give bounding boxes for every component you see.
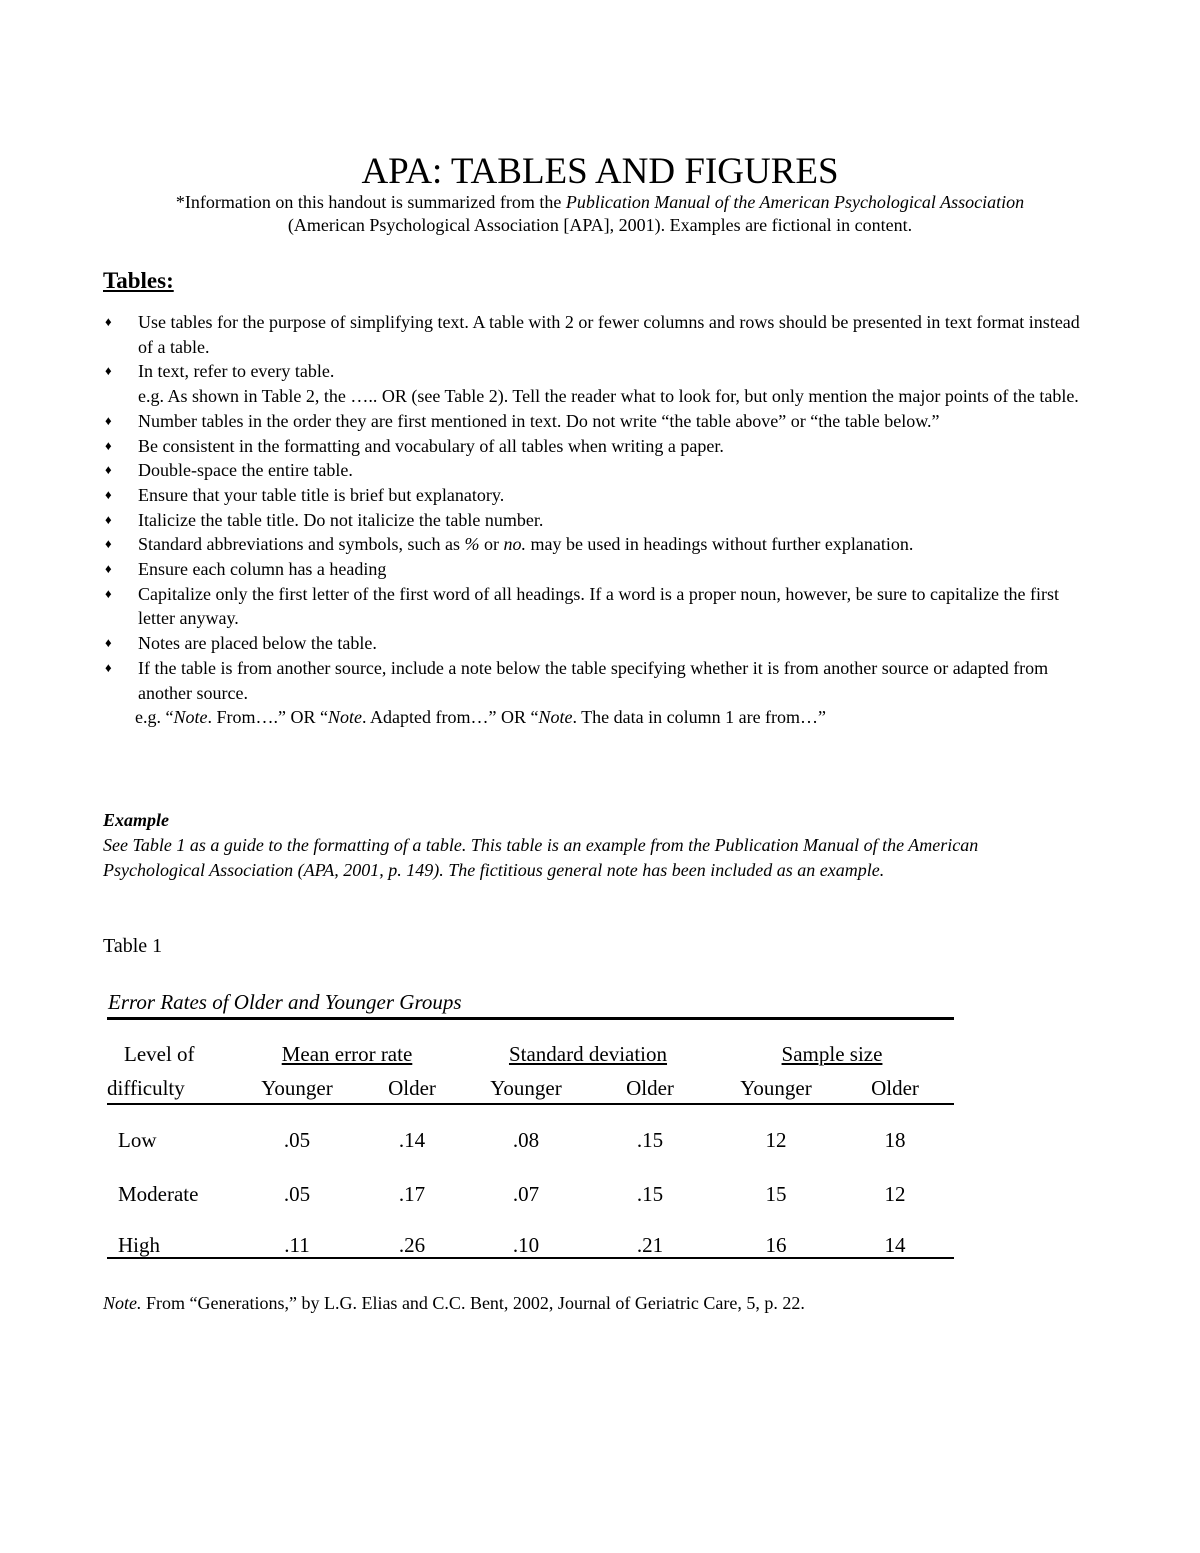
- column-header: Older: [388, 1076, 436, 1100]
- table-cell: .14: [398, 1128, 426, 1152]
- list-item: ♦ Notes are placed below the table.: [103, 631, 1093, 656]
- list-item: ♦ In text, refer to every table. e.g. As shown in Table 2, the ….. OR (see Table 2). Tell the reader what to look for, but only mention the major points of the table.: [103, 359, 1093, 408]
- table-header-rule: [107, 1103, 954, 1105]
- example-section: [103, 808, 1073, 883]
- page-title: APA: TABLES AND FIGURES: [361, 151, 839, 192]
- row-label: High: [118, 1233, 160, 1257]
- table-cell: .05: [283, 1182, 311, 1206]
- table-title: Error Rates of Older and Younger Groups: [108, 990, 462, 1014]
- diamond-bullet-icon: ♦: [105, 363, 112, 379]
- diamond-bullet-icon: ♦: [105, 314, 112, 329]
- note-text: From “Generations,” by L.G. Elias and C.C. Bent, 2002, Journal of Geriatric Care, 5, p. 22.: [141, 1293, 805, 1313]
- column-header: Younger: [490, 1076, 562, 1100]
- table-cell: .08: [512, 1128, 540, 1152]
- intro-line-2: (American Psychological Association [APA], 2001). Examples are fictional in content.: [287, 215, 913, 235]
- table-cell: .17: [398, 1182, 426, 1206]
- table-cell: .10: [512, 1233, 540, 1257]
- list-item: ♦ Italicize the table title. Do not italicize the table number.: [103, 508, 1093, 533]
- list-item: ♦ Standard abbreviations and symbols, such as % or no. may be used in headings without further explanation.: [103, 532, 1093, 557]
- list-item: ♦ Ensure each column has a heading: [103, 557, 1093, 582]
- diamond-bullet-icon: ♦: [105, 536, 112, 552]
- table-cell: .11: [284, 1233, 310, 1257]
- diamond-bullet-icon: ♦: [105, 635, 112, 651]
- table-cell: .15: [636, 1128, 664, 1152]
- example-text: See Table 1 as a guide to the formatting of a table. This table is an example from the Publication Manual of the American Psychological Association (APA, 2001, p. 149). The fictitious general note has been included as an example.: [103, 835, 979, 880]
- table-cell: .07: [512, 1182, 540, 1206]
- table-cell: .15: [636, 1182, 664, 1206]
- table-cell: 12: [884, 1182, 906, 1206]
- diamond-bullet-icon: ♦: [105, 437, 112, 453]
- diamond-bullet-icon: ♦: [105, 561, 112, 577]
- diamond-bullet-icon: ♦: [105, 585, 112, 601]
- intro-line-1: *Information on this handout is summarized from the Publication Manual of the American Psychological Association: [175, 192, 1025, 212]
- row-label: Moderate: [118, 1182, 199, 1206]
- table-cell: 18: [884, 1128, 906, 1152]
- tables-guidelines-list: [103, 310, 1093, 730]
- refer-example: e.g. As shown in Table 2, the ….. OR (see Table 2). Tell the reader what to look for, but only mention the major points of the table.: [138, 386, 1079, 407]
- table-cell: .26: [398, 1233, 426, 1257]
- list-item: ♦ Ensure that your table title is brief but explanatory.: [103, 483, 1093, 508]
- list-item: ♦ Capitalize only the first letter of the first word of all headings. If a word is a proper noun, however, be sure to capitalize the first letter anyway.: [105, 583, 1059, 629]
- example-heading: Example: [103, 810, 169, 830]
- spanner-sample-size: Sample size: [781, 1042, 883, 1066]
- table-cell: .05: [283, 1128, 311, 1152]
- column-header: Older: [626, 1076, 674, 1100]
- column-header: Older: [871, 1076, 919, 1100]
- column-header: Younger: [740, 1076, 812, 1100]
- spanner-standard-deviation: Standard deviation: [508, 1042, 668, 1066]
- stub-header-line-2: difficulty: [107, 1076, 185, 1100]
- intro-text: [0, 191, 1200, 237]
- diamond-bullet-icon: ♦: [105, 659, 112, 675]
- source-note-example: e.g. “Note. From….” OR “Note. Adapted from…” OR “Note. The data in column 1 are from…”: [135, 707, 827, 728]
- table-cell: 12: [765, 1128, 787, 1152]
- diamond-bullet-icon: ♦: [105, 486, 112, 502]
- list-item: ♦ Use tables for the purpose of simplifying text. A table with 2 or fewer columns and rows should be presented in text format instead of a table.: [105, 312, 1080, 357]
- table-cell: .21: [636, 1233, 664, 1257]
- row-label: Low: [118, 1128, 157, 1152]
- diamond-bullet-icon: ♦: [105, 462, 112, 478]
- table-top-rule: [107, 1017, 954, 1020]
- table-note: [103, 1293, 805, 1314]
- spanner-mean-error-rate: Mean error rate: [281, 1042, 413, 1066]
- stub-header-line-1: Level of: [124, 1042, 195, 1066]
- tables-section-heading: Tables:: [103, 268, 174, 293]
- diamond-bullet-icon: ♦: [105, 511, 112, 527]
- manual-title: Publication Manual of the American Psychological Association: [565, 192, 1025, 212]
- list-item: ♦ Double-space the entire table.: [103, 458, 1093, 483]
- column-header: Younger: [261, 1076, 333, 1100]
- table-number: Table 1: [103, 935, 163, 957]
- list-item: ♦ Number tables in the order they are first mentioned in text. Do not write “the table above” or “the table below.”: [103, 409, 1093, 434]
- table-cell: 16: [765, 1233, 787, 1257]
- list-item: ♦ Be consistent in the formatting and vocabulary of all tables when writing a paper.: [103, 434, 1093, 459]
- table-cell: 14: [884, 1233, 906, 1257]
- diamond-bullet-icon: ♦: [105, 412, 112, 428]
- note-label: Note.: [103, 1293, 142, 1313]
- table-cell: 15: [765, 1182, 787, 1206]
- list-item: ♦ If the table is from another source, include a note below the table specifying whether it is from another source or adapted from another source. e.g. “Note. From….” OR “Note. Adapted from…” OR “Note. The data in column 1 are from…”: [103, 656, 1093, 730]
